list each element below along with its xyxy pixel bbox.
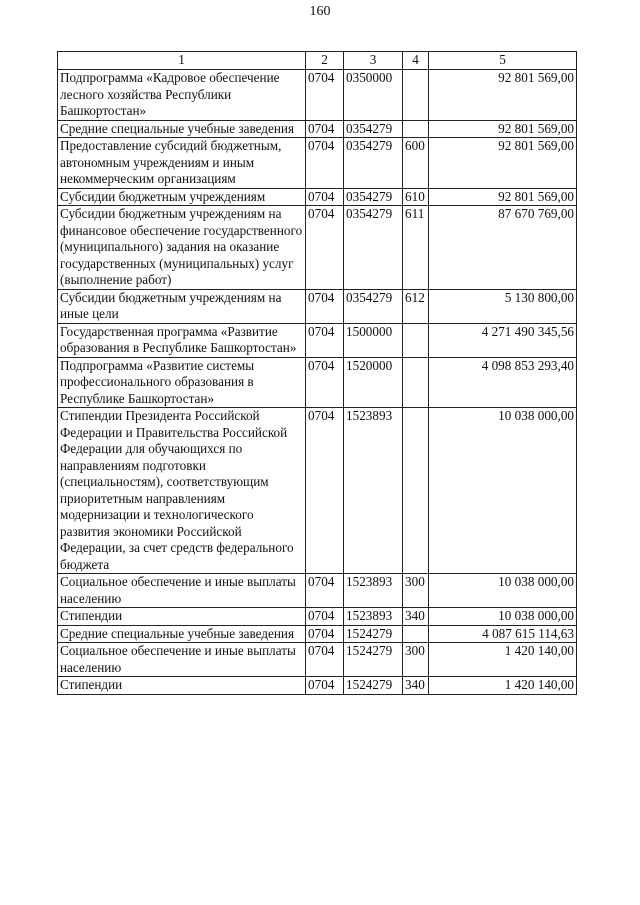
budget-table: [57, 51, 577, 695]
cell-amount: 10 038 000,00: [429, 608, 577, 626]
cell-section: 0704: [306, 206, 344, 290]
cell-name: Субсидии бюджетным учреждениям на финансовое обеспечение государственного (муниципального) задания на оказание государственных (муниципальных) услуг (выполнение работ): [58, 206, 306, 290]
cell-name: Социальное обеспечение и иные выплаты населению: [58, 643, 306, 677]
cell-section: 0704: [306, 120, 344, 138]
cell-amount: 1 420 140,00: [429, 643, 577, 677]
cell-type: 612: [403, 289, 429, 323]
cell-section: 0704: [306, 188, 344, 206]
cell-section: 0704: [306, 574, 344, 608]
table-row: [58, 70, 577, 121]
table-row: [58, 574, 577, 608]
cell-amount: 1 420 140,00: [429, 677, 577, 695]
table-row: [58, 608, 577, 626]
cell-name: Субсидии бюджетным учреждениям на иные цели: [58, 289, 306, 323]
cell-name: Субсидии бюджетным учреждениям: [58, 188, 306, 206]
cell-type: 300: [403, 643, 429, 677]
cell-code: 1523893: [344, 408, 403, 574]
cell-type: 610: [403, 188, 429, 206]
cell-amount: 4 098 853 293,40: [429, 357, 577, 408]
cell-section: 0704: [306, 625, 344, 643]
cell-type: 340: [403, 677, 429, 695]
cell-name: Государственная программа «Развитие образования в Республике Башкортостан»: [58, 323, 306, 357]
cell-section: 0704: [306, 357, 344, 408]
column-header-amount: 5: [429, 52, 577, 70]
cell-name: Социальное обеспечение и иные выплаты населению: [58, 574, 306, 608]
cell-amount: 4 087 615 114,63: [429, 625, 577, 643]
header-row: [58, 52, 577, 70]
cell-type: [403, 323, 429, 357]
cell-type: [403, 625, 429, 643]
cell-amount: 4 271 490 345,56: [429, 323, 577, 357]
cell-type: [403, 120, 429, 138]
cell-code: 0350000: [344, 70, 403, 121]
cell-code: 1523893: [344, 608, 403, 626]
cell-code: 0354279: [344, 120, 403, 138]
cell-amount: 92 801 569,00: [429, 120, 577, 138]
cell-code: 1524279: [344, 643, 403, 677]
table-row: [58, 120, 577, 138]
cell-type: [403, 408, 429, 574]
cell-code: 0354279: [344, 289, 403, 323]
cell-amount: 87 670 769,00: [429, 206, 577, 290]
cell-code: 0354279: [344, 188, 403, 206]
cell-section: 0704: [306, 408, 344, 574]
cell-section: 0704: [306, 138, 344, 189]
cell-type: 611: [403, 206, 429, 290]
table-row: [58, 138, 577, 189]
page-number: 160: [309, 4, 331, 19]
cell-name: Стипендии: [58, 677, 306, 695]
table-row: [58, 677, 577, 695]
cell-type: 300: [403, 574, 429, 608]
column-header-section: 2: [306, 52, 344, 70]
cell-section: 0704: [306, 289, 344, 323]
table-row: [58, 357, 577, 408]
cell-type: 340: [403, 608, 429, 626]
table-row: [58, 643, 577, 677]
cell-type: [403, 357, 429, 408]
cell-amount: 92 801 569,00: [429, 138, 577, 189]
cell-amount: 5 130 800,00: [429, 289, 577, 323]
column-header-code: 3: [344, 52, 403, 70]
cell-name: Средние специальные учебные заведения: [58, 625, 306, 643]
cell-name: Предоставление субсидий бюджетным, автономным учреждениям и иным некоммерческим организациям: [58, 138, 306, 189]
cell-name: Подпрограмма «Развитие системы профессионального образования в Республике Башкортостан»: [58, 357, 306, 408]
cell-name: Средние специальные учебные заведения: [58, 120, 306, 138]
table-row: [58, 408, 577, 574]
cell-section: 0704: [306, 608, 344, 626]
cell-section: 0704: [306, 70, 344, 121]
cell-code: 0354279: [344, 206, 403, 290]
cell-amount: 10 038 000,00: [429, 574, 577, 608]
table-row: [58, 323, 577, 357]
cell-section: 0704: [306, 643, 344, 677]
cell-section: 0704: [306, 677, 344, 695]
cell-amount: 92 801 569,00: [429, 188, 577, 206]
cell-amount: 92 801 569,00: [429, 70, 577, 121]
cell-name: Стипендии Президента Российской Федерации и Правительства Российской Федерации для обучающихся по направлениям подготовки (специальностям), соответствующим приоритетным направлениям модернизации и технологического развития экономики Российской Федерации, за счет средств федерального бюджета: [58, 408, 306, 574]
table-row: [58, 625, 577, 643]
table-row: [58, 289, 577, 323]
column-header-name: 1: [58, 52, 306, 70]
table-row: [58, 206, 577, 290]
cell-code: 1524279: [344, 625, 403, 643]
cell-code: 1500000: [344, 323, 403, 357]
cell-name: Стипендии: [58, 608, 306, 626]
cell-code: 1524279: [344, 677, 403, 695]
cell-type: 600: [403, 138, 429, 189]
cell-code: 1523893: [344, 574, 403, 608]
cell-section: 0704: [306, 323, 344, 357]
cell-code: 1520000: [344, 357, 403, 408]
table-row: [58, 188, 577, 206]
cell-type: [403, 70, 429, 121]
cell-code: 0354279: [344, 138, 403, 189]
column-header-type: 4: [403, 52, 429, 70]
cell-name: Подпрограмма «Кадровое обеспечение лесного хозяйства Республики Башкортостан»: [58, 70, 306, 121]
cell-amount: 10 038 000,00: [429, 408, 577, 574]
